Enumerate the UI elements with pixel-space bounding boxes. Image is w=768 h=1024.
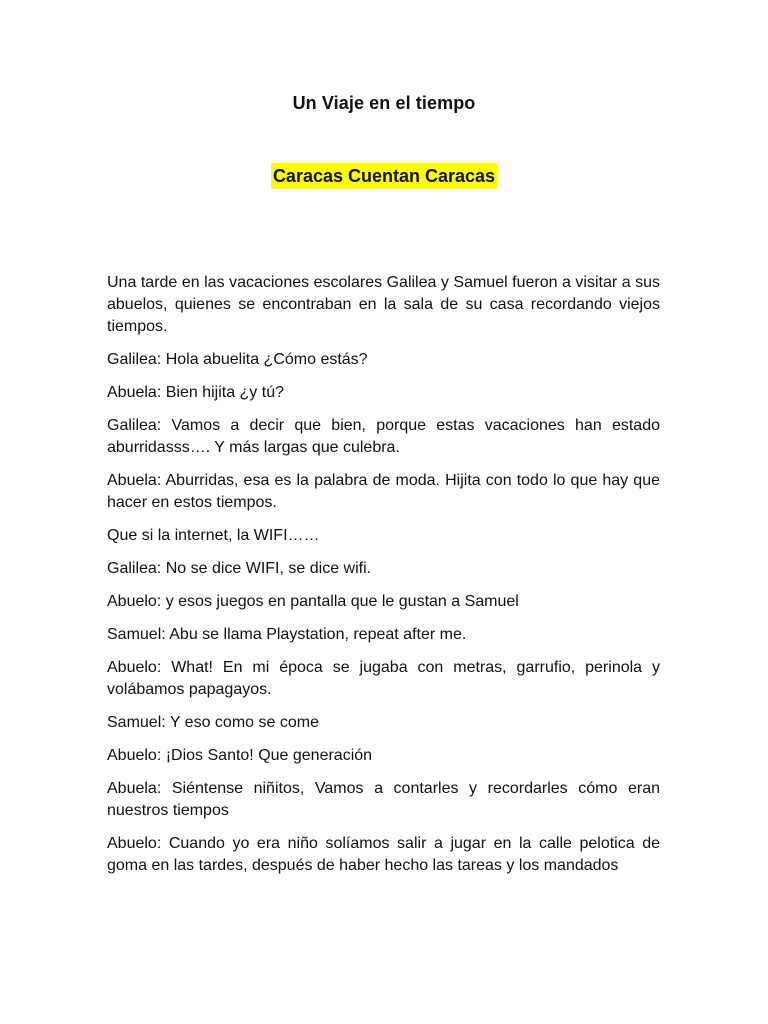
paragraph: Abuelo: What! En mi época se jugaba con metras, garrufio, perinola y volábamos papagayos. [107, 659, 660, 698]
paragraph: Samuel: Abu se llama Playstation, repeat after me. [107, 626, 467, 643]
subtitle-container [0, 163, 768, 189]
paragraph: Que si la internet, la WIFI…… [107, 527, 320, 544]
paragraph: Abuelo: ¡Dios Santo! Que generación [107, 747, 373, 764]
paragraph: Abuelo: Cuando yo era niño solíamos salir a jugar en la calle pelotica de goma en las tardes, después de haber hecho las tareas y los mandados [107, 835, 660, 874]
paragraph: Galilea: No se dice WIFI, se dice wifi. [107, 560, 372, 577]
paragraph: Abuela: Bien hijita ¿y tú? [107, 384, 284, 401]
paragraph: Abuelo: y esos juegos en pantalla que le gustan a Samuel [107, 593, 519, 610]
document-subtitle-highlighted: Caracas Cuentan Caracas [271, 163, 497, 189]
document-body [107, 272, 660, 888]
paragraph: Una tarde en las vacaciones escolares Galilea y Samuel fueron a visitar a sus abuelos, quienes se encontraban en la sala de su casa recordando viejos tiempos. [107, 274, 660, 335]
paragraph: Abuela: Aburridas, esa es la palabra de moda. Hijita con todo lo que hay que hacer en estos tiempos. [107, 472, 660, 511]
document-title: Un Viaje en el tiempo [292, 93, 476, 113]
paragraph: Galilea: Vamos a decir que bien, porque estas vacaciones han estado aburridasss…. Y más largas que culebra. [107, 417, 660, 456]
paragraph: Galilea: Hola abuelita ¿Cómo estás? [107, 351, 368, 368]
paragraph: Samuel: Y eso como se come [107, 714, 319, 731]
paragraph: Abuela: Siéntense niñitos, Vamos a contarles y recordarles cómo eran nuestros tiempos [107, 780, 660, 819]
